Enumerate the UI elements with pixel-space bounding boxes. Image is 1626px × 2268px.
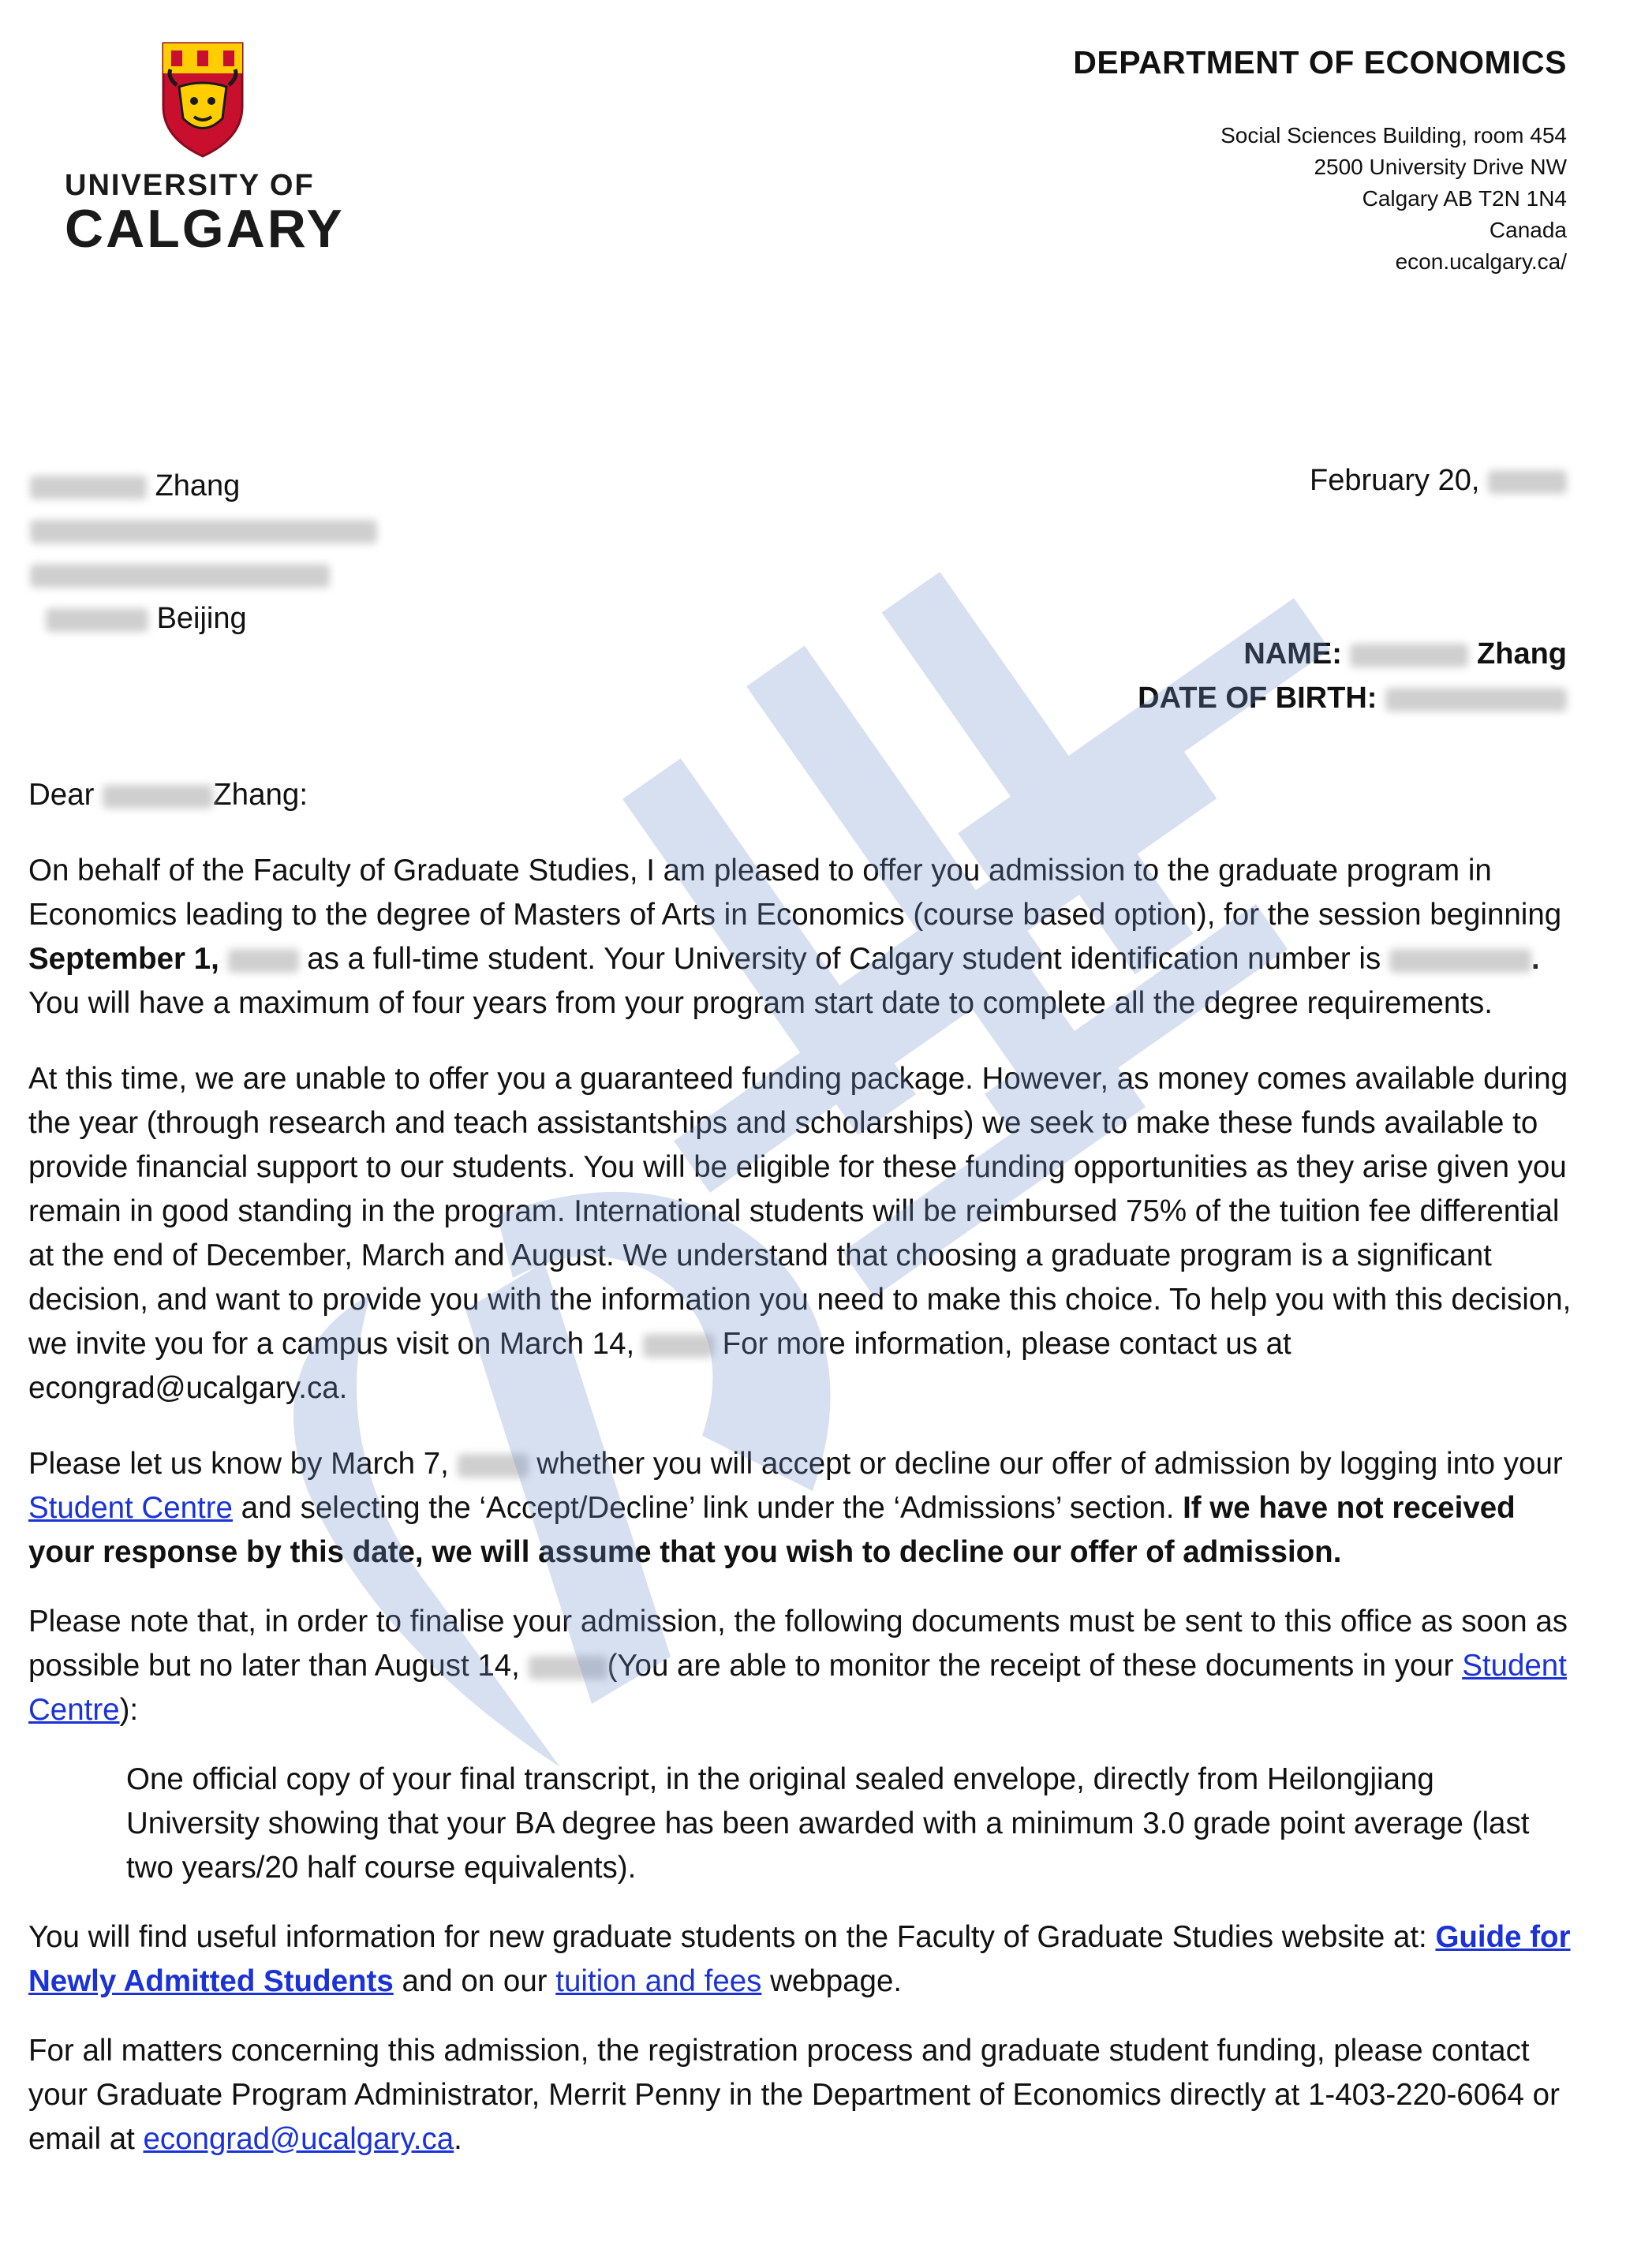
text: .: [454, 2122, 462, 2156]
start-date: September 1,: [28, 942, 219, 976]
letter-date: [1310, 464, 1567, 498]
text: webpage.: [761, 1964, 903, 1998]
university-name-line1: UNIVERSITY OF: [65, 169, 315, 202]
recipient-address: [30, 464, 377, 641]
name-label: NAME:: [1243, 637, 1342, 671]
redacted-year: [228, 949, 299, 973]
text: whether you will accept or decline our offer of admission by logging into your: [528, 1447, 1563, 1481]
paragraph-contact: [28, 2029, 1575, 2162]
redacted-street: [30, 520, 377, 544]
student-centre-link[interactable]: Student Centre: [28, 1491, 233, 1525]
text: Please let us know by March 7,: [28, 1447, 458, 1481]
address-line: econ.ucalgary.ca/: [1395, 249, 1567, 274]
letter-body: [28, 773, 1575, 2187]
redacted-given-name: [30, 476, 147, 499]
department-address: [1220, 120, 1567, 278]
text: Please note that, in order to finalise your admission, the following documents must be sent to this office as soon as possible but no later than August 14,: [28, 1605, 1568, 1683]
dob-label: DATE OF BIRTH:: [1138, 682, 1377, 715]
paragraph-transcript-requirement: One official copy of your final transcript, in the original sealed envelope, directly from Heilongjiang University showing that your BA degree has been awarded with a minimum 3.0 grade point average (last two years/20 half course equivalents).: [126, 1762, 1530, 1885]
redacted-year: [643, 1334, 714, 1358]
salutation: [28, 773, 1575, 817]
student-centre-link[interactable]: Student Centre: [28, 1649, 1567, 1727]
text: as a full-time student. Your University of Calgary student identification number is: [298, 942, 1389, 976]
recipient-name: [30, 464, 377, 508]
text: For more information, please contact us at econgrad@ucalgary.ca.: [28, 1327, 1291, 1405]
tuition-and-fees-link[interactable]: tuition and fees: [555, 1964, 762, 1998]
recipient-street: [30, 508, 377, 552]
text: At this time, we are unable to offer you a guaranteed funding package. However, as money comes available during the year (through research and teach assistantships and scholarships) we seek to make these funds available to provide financial support to our students. You will be eligible for these funding opportunities as they arise given you remain in good standing in the program. International students will be reimbursed 75% of the tuition fee differential at the end of December, March and August. We understand that choosing a graduate program is a significant decision, and want to provide you with the information you need to make this choice. To help you with this decision, we invite you for a campus visit on March 14,: [28, 1062, 1572, 1361]
redacted-given-name: [1350, 644, 1468, 667]
university-logo: [65, 39, 357, 268]
text: .: [1531, 942, 1540, 976]
address-line: Social Sciences Building, room 454: [1220, 123, 1567, 148]
redacted-year: [458, 1454, 529, 1478]
text: ):: [119, 1693, 139, 1727]
paragraph-funding: [28, 1057, 1575, 1410]
text: For all matters concerning this admission, the registration process and graduate student funding, please contact your Graduate Program Administrator, Merrit Penny in the Department of Economics directly at 1-403-220-6064 or email at: [28, 2034, 1560, 2156]
salutation-end: Zhang:: [213, 778, 308, 812]
address-line: Canada: [1489, 218, 1567, 242]
recipient-district: [30, 552, 377, 596]
date-of-birth-field: [1138, 682, 1567, 716]
paragraph-response-deadline: [28, 1442, 1575, 1575]
text: On behalf of the Faculty of Graduate Studies, I am pleased to offer you admission to the graduate program in Economics leading to the degree of Masters of Arts in Economics (course based option), for the session beginning: [28, 854, 1562, 932]
salutation-start: Dear: [28, 778, 95, 812]
text: (You are able to monitor the receipt of these documents in your: [607, 1649, 1463, 1683]
redacted-postcode: [46, 608, 148, 632]
text: and on our: [393, 1964, 556, 1998]
paragraph-admission-offer: [28, 849, 1575, 1026]
recipient-city-line: [30, 596, 377, 641]
paragraph-documents: [28, 1600, 1575, 1732]
text: and selecting the ‘Accept/Decline’ link under the ‘Admissions’ section.: [232, 1491, 1183, 1525]
name-field: [1243, 637, 1567, 671]
guide-newly-admitted-link[interactable]: Guide for Newly Admitted Students: [28, 1920, 1571, 1998]
recipient-city: Beijing: [156, 602, 247, 635]
econgrad-email-link[interactable]: econgrad@ucalgary.ca: [143, 2122, 454, 2156]
recipient-surname: Zhang: [155, 469, 241, 503]
redacted-district: [30, 564, 330, 588]
text: You will find useful information for new graduate students on the Faculty of Graduate Studies website at:: [28, 1920, 1436, 1954]
university-name-line2: CALGARY: [65, 199, 345, 259]
paragraph-useful-info: [28, 1915, 1575, 2004]
redacted-date-of-birth: [1385, 688, 1567, 712]
decline-warning: If we have not received your response by this date, we will assume that you wish to decline our offer of admission.: [28, 1491, 1516, 1569]
department-title: DEPARTMENT OF ECONOMICS: [1073, 44, 1567, 80]
crest-icon: [159, 39, 246, 158]
name-surname: Zhang: [1477, 637, 1567, 671]
redacted-year: [529, 1656, 607, 1680]
redacted-year: [1488, 470, 1567, 494]
redacted-student-id: [1389, 949, 1531, 973]
date-text: February 20,: [1309, 464, 1480, 497]
address-line: 2500 University Drive NW: [1314, 155, 1567, 179]
text: You will have a maximum of four years from your program start date to complete all the degree requirements.: [28, 986, 1493, 1020]
address-line: Calgary AB T2N 1N4: [1362, 186, 1567, 211]
redacted-given-name: [103, 785, 213, 809]
